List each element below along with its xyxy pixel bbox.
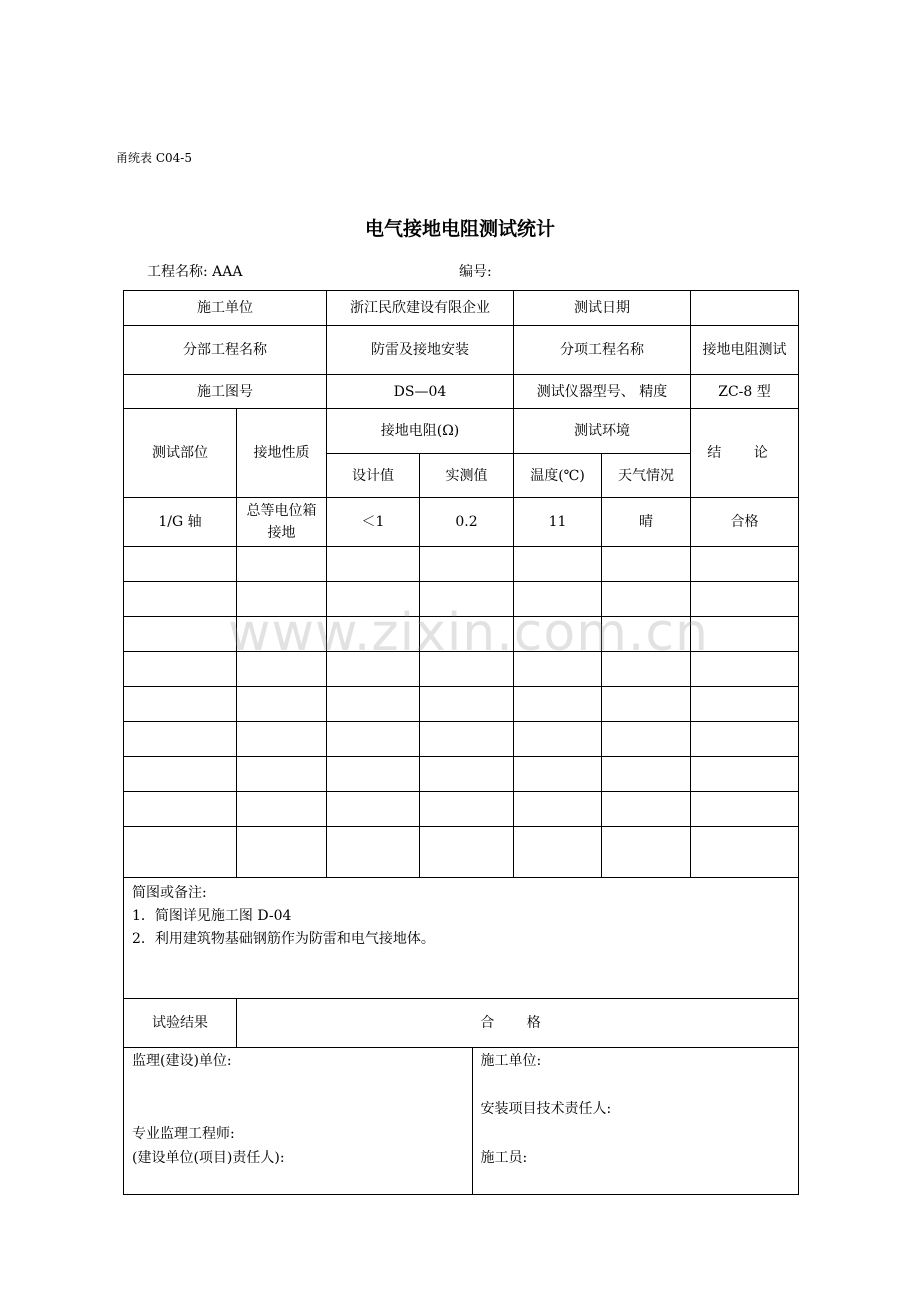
header-temperature: 温度(℃) <box>514 454 602 498</box>
cell-temperature: 11 <box>514 498 602 547</box>
empty-row <box>124 652 799 687</box>
notes-section <box>124 878 799 999</box>
supervisor-unit-label: 监理(建设)单位: <box>132 1053 232 1069</box>
header-design-value: 设计值 <box>327 454 420 498</box>
document-title: 电气接地电阻测试统计 <box>364 218 555 240</box>
cell-design-value: ＜1 <box>327 498 420 547</box>
signature-area <box>124 1048 798 1194</box>
header-measured-value: 实测值 <box>420 454 514 498</box>
item-project-value: 接地电阻测试 <box>691 326 799 375</box>
construction-unit-value: 浙江民欣建设有限企业 <box>327 291 514 326</box>
empty-row <box>124 582 799 617</box>
sub-project-value: 防雷及接地安装 <box>327 326 514 375</box>
empty-row <box>124 792 799 827</box>
test-date-value <box>691 291 799 326</box>
cell-conclusion: 合格 <box>691 498 799 547</box>
construction-signature <box>472 1048 798 1194</box>
empty-row <box>124 547 799 582</box>
instrument-label: 测试仪器型号、 精度 <box>514 375 691 409</box>
notes-line-2: 2．利用建筑物基础钢筋作为防雷和电气接地体。 <box>132 931 435 947</box>
cell-measured-value: 0.2 <box>420 498 514 547</box>
notes-line-1: 1．简图详见施工图 D-04 <box>132 908 292 924</box>
header-test-location: 测试部位 <box>124 409 237 498</box>
result-label: 试验结果 <box>124 999 237 1048</box>
sub-project-label: 分部工程名称 <box>124 326 327 375</box>
cell-location: 1/G 轴 <box>124 498 237 547</box>
cell-weather: 晴 <box>602 498 691 547</box>
tech-lead-label: 安装项目技术责任人: <box>480 1101 612 1117</box>
notes-title: 简图或备注: <box>132 885 207 901</box>
instrument-value: ZC-8 型 <box>691 375 799 409</box>
header-weather: 天气情况 <box>602 454 691 498</box>
owner-rep-label: (建设单位(项目)责任人): <box>132 1150 285 1166</box>
watermark: www.zixin.com.cn <box>228 603 709 663</box>
worker-label: 施工员: <box>480 1150 528 1166</box>
header-grounding-type: 接地性质 <box>237 409 327 498</box>
empty-row <box>124 757 799 792</box>
table-row <box>124 498 799 547</box>
header-environment: 测试环境 <box>514 409 691 454</box>
header-resistance: 接地电阻(Ω) <box>327 409 514 454</box>
cell-grounding-type: 总等电位箱接地 <box>237 498 327 547</box>
test-record-table <box>123 290 799 1195</box>
serial-number: 编号: <box>459 264 492 280</box>
empty-row <box>124 617 799 652</box>
item-project-label: 分项工程名称 <box>514 326 691 375</box>
test-date-label: 测试日期 <box>514 291 691 326</box>
empty-row <box>124 722 799 757</box>
header-conclusion: 结 论 <box>691 409 799 498</box>
drawing-no-label: 施工图号 <box>124 375 327 409</box>
supervisor-signature <box>124 1048 472 1194</box>
empty-row <box>124 687 799 722</box>
construction-unit-sign-label: 施工单位: <box>480 1053 542 1069</box>
result-value: 合 格 <box>237 999 799 1048</box>
project-name: 工程名称: AAA <box>147 264 243 280</box>
form-code: 甬统表 C04-5 <box>116 151 192 165</box>
empty-row <box>124 827 799 878</box>
construction-unit-label: 施工单位 <box>124 291 327 326</box>
supervisor-engineer-label: 专业监理工程师: <box>132 1126 235 1142</box>
drawing-no-value: DS—04 <box>327 375 514 409</box>
